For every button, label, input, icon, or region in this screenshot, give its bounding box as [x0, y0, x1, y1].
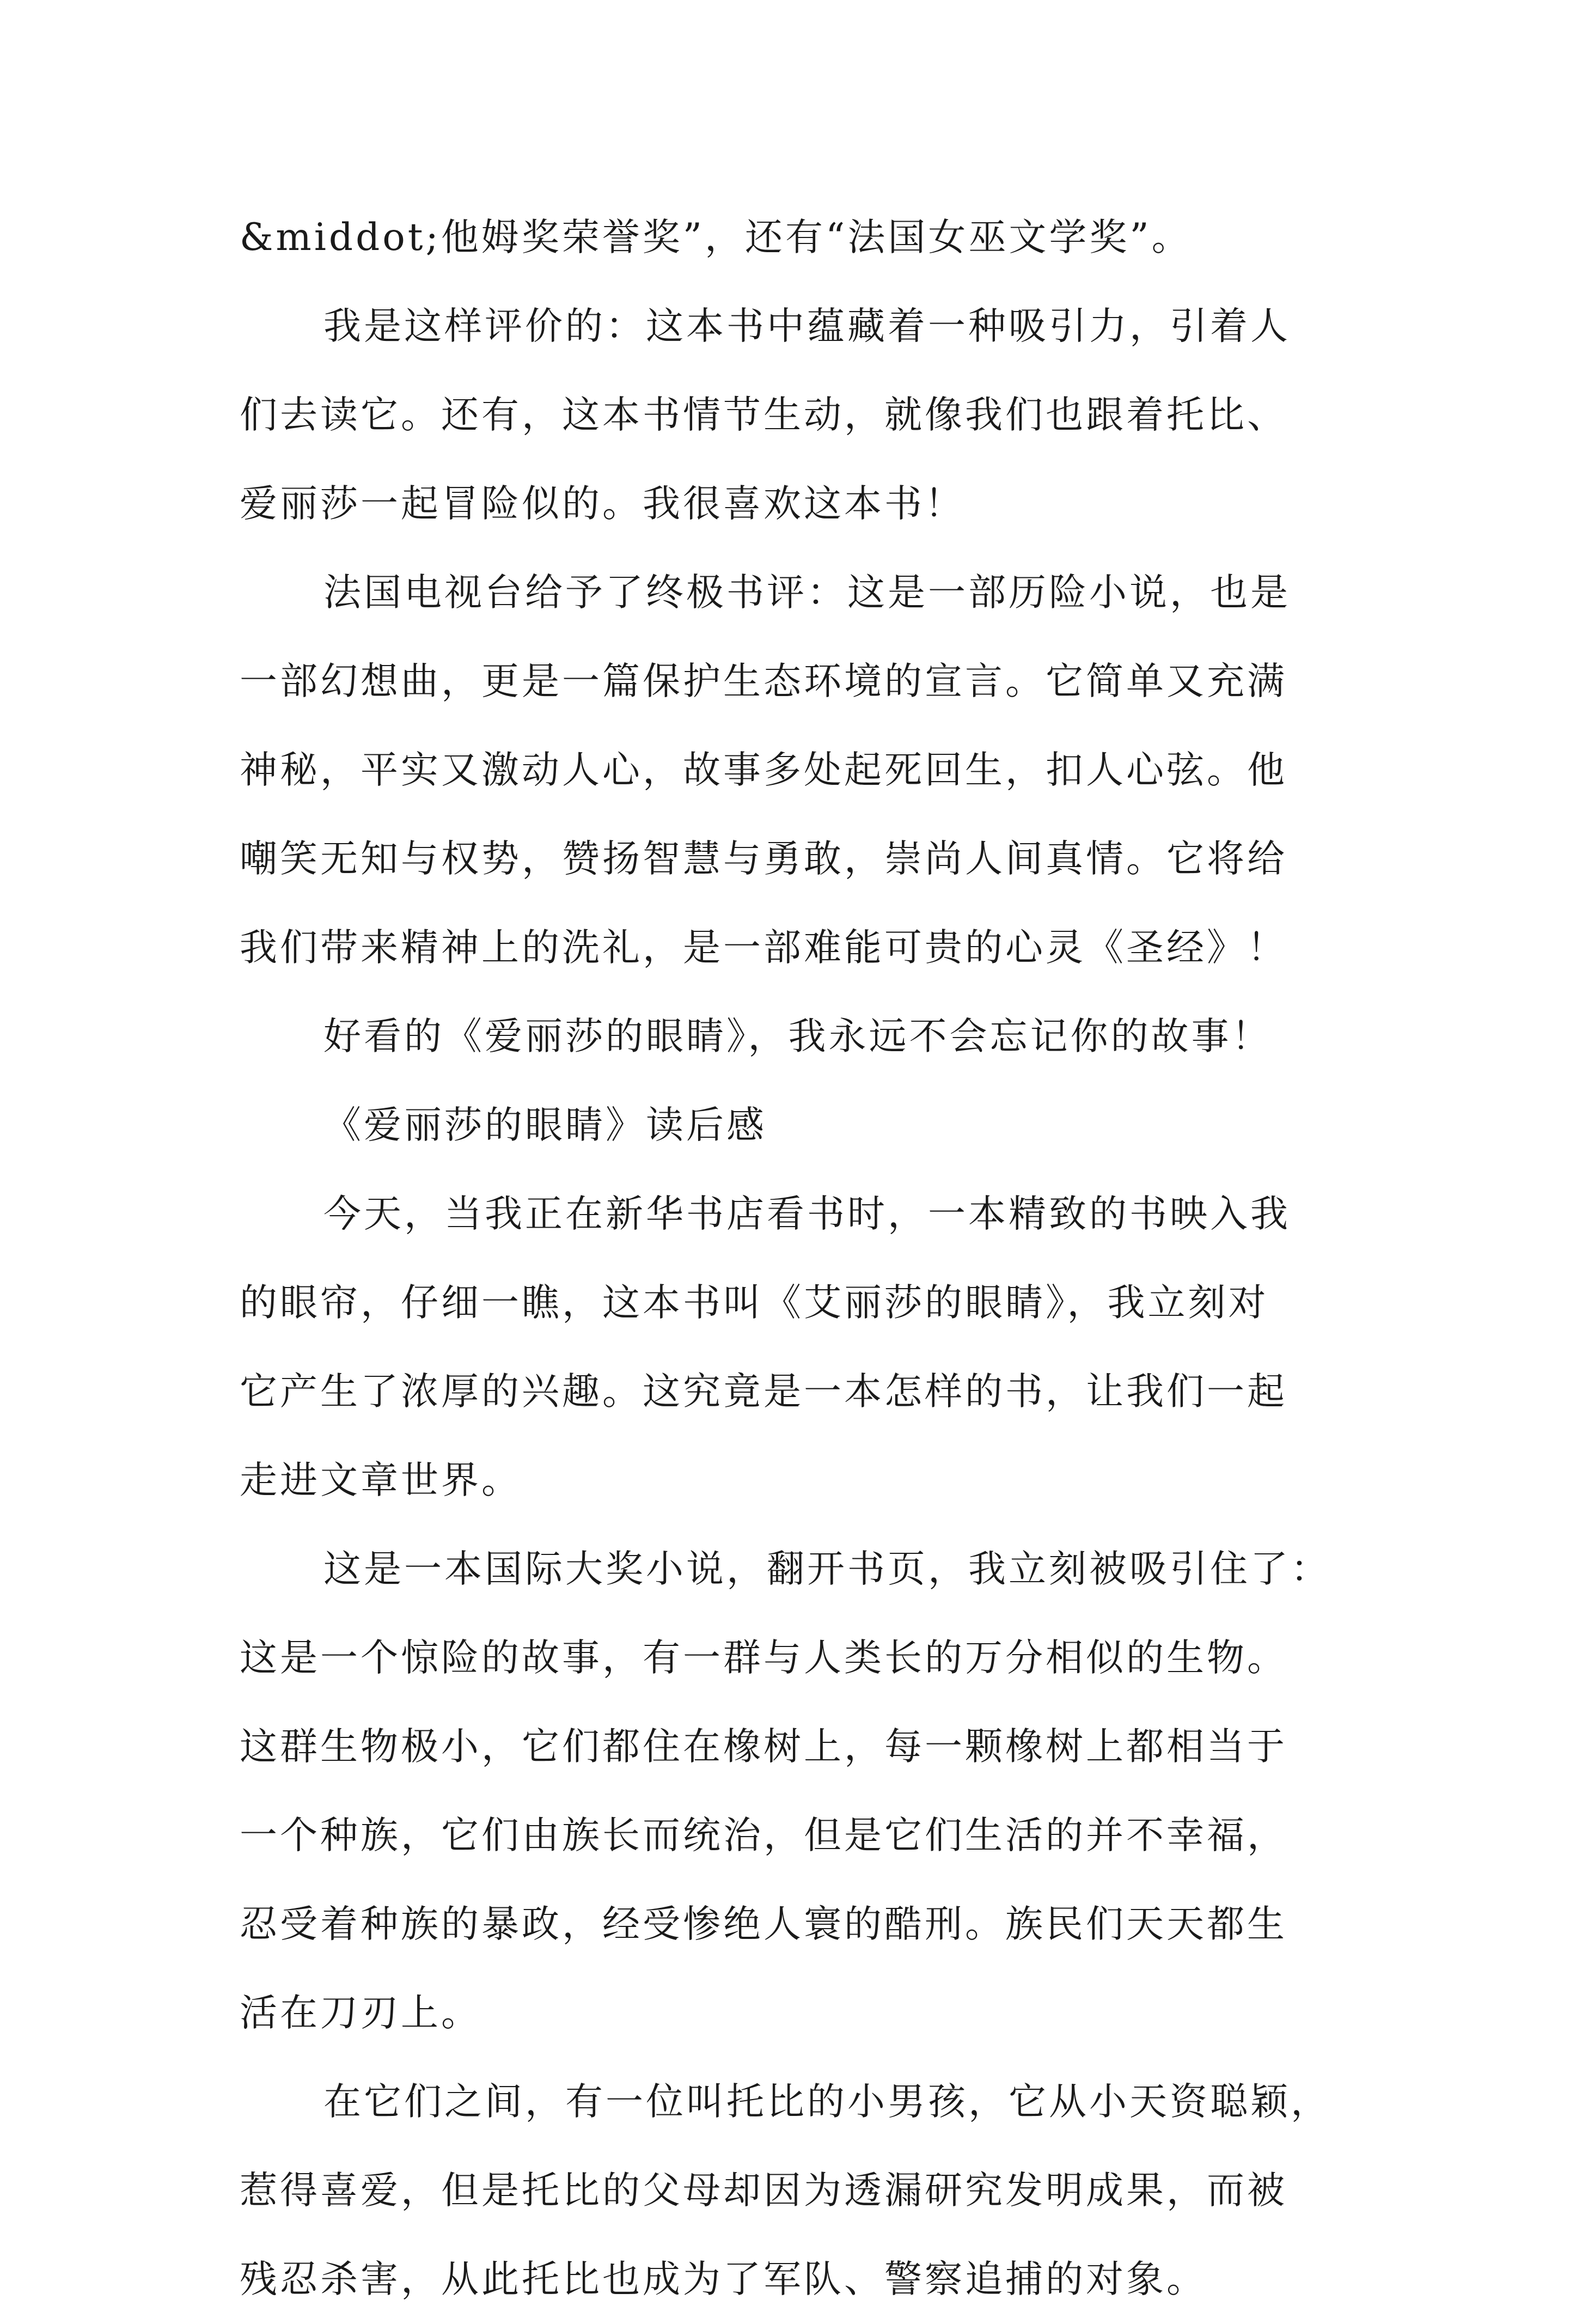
text-line: 法国电视台给予了终极书评：这是一部历险小说，也是: [323, 571, 1291, 614]
text-line: 它产生了浓厚的兴趣。这究竟是一本怎样的书，让我们一起: [240, 1370, 1287, 1413]
text-line: 爱丽莎一起冒险似的。我很喜欢这本书！: [240, 482, 965, 526]
text-line: 走进文章世界。: [240, 1459, 522, 1502]
text-line: 我是这样评价的：这本书中蕴藏着一种吸引力，引着人: [323, 304, 1291, 348]
text-line: 神秘，平实又激动人心，故事多处起死回生，扣人心弦。他: [240, 748, 1287, 792]
text-line: 们去读它。还有，这本书情节生动，就像我们也跟着托比、: [240, 393, 1287, 437]
text-line: 这是一个惊险的故事，有一群与人类长的万分相似的生物。: [240, 1636, 1287, 1680]
text-line: 今天，当我正在新华书店看书时，一本精致的书映入我: [323, 1192, 1291, 1236]
text-line: 这是一本国际大奖小说，翻开书页，我立刻被吸引住了：: [323, 1547, 1331, 1591]
text-line: 忍受着种族的暴政，经受惨绝人寰的酷刑。族民们天天都生: [240, 1902, 1287, 1946]
text-line: 惹得喜爱，但是托比的父母却因为透漏研究发明成果，而被: [240, 2169, 1287, 2212]
text-line: 我们带来精神上的洗礼，是一部难能可贵的心灵《圣经》！: [240, 926, 1287, 969]
text-line: &middot;他姆奖荣誉奖”，还有“法国女巫文学奖”。: [240, 216, 1192, 259]
text-line: 残忍杀害，从此托比也成为了军队、警察追捕的对象。: [240, 2258, 1207, 2301]
text-line: 一个种族，它们由族长而统治，但是它们生活的并不幸福，: [240, 1814, 1287, 1857]
text-line: 嘲笑无知与权势，赞扬智慧与勇敢，崇尚人间真情。它将给: [240, 837, 1287, 881]
section-heading: 《爱丽莎的眼睛》读后感: [323, 1103, 767, 1147]
text-line: 这群生物极小，它们都住在橡树上，每一颗橡树上都相当于: [240, 1725, 1287, 1768]
text-line: 一部幻想曲，更是一篇保护生态环境的宣言。它简单又充满: [240, 660, 1287, 703]
text-line: 的眼帘，仔细一瞧，这本书叫《艾丽莎的眼睛》，我立刻对: [240, 1281, 1269, 1325]
text-line: 好看的《爱丽莎的眼睛》，我永远不会忘记你的故事！: [323, 1015, 1272, 1058]
document-body: [240, 193, 1394, 2324]
text-line: 在它们之间，有一位叫托比的小男孩，它从小天资聪颖，: [323, 2080, 1331, 2124]
text-line: 活在刀刃上。: [240, 1991, 481, 2035]
